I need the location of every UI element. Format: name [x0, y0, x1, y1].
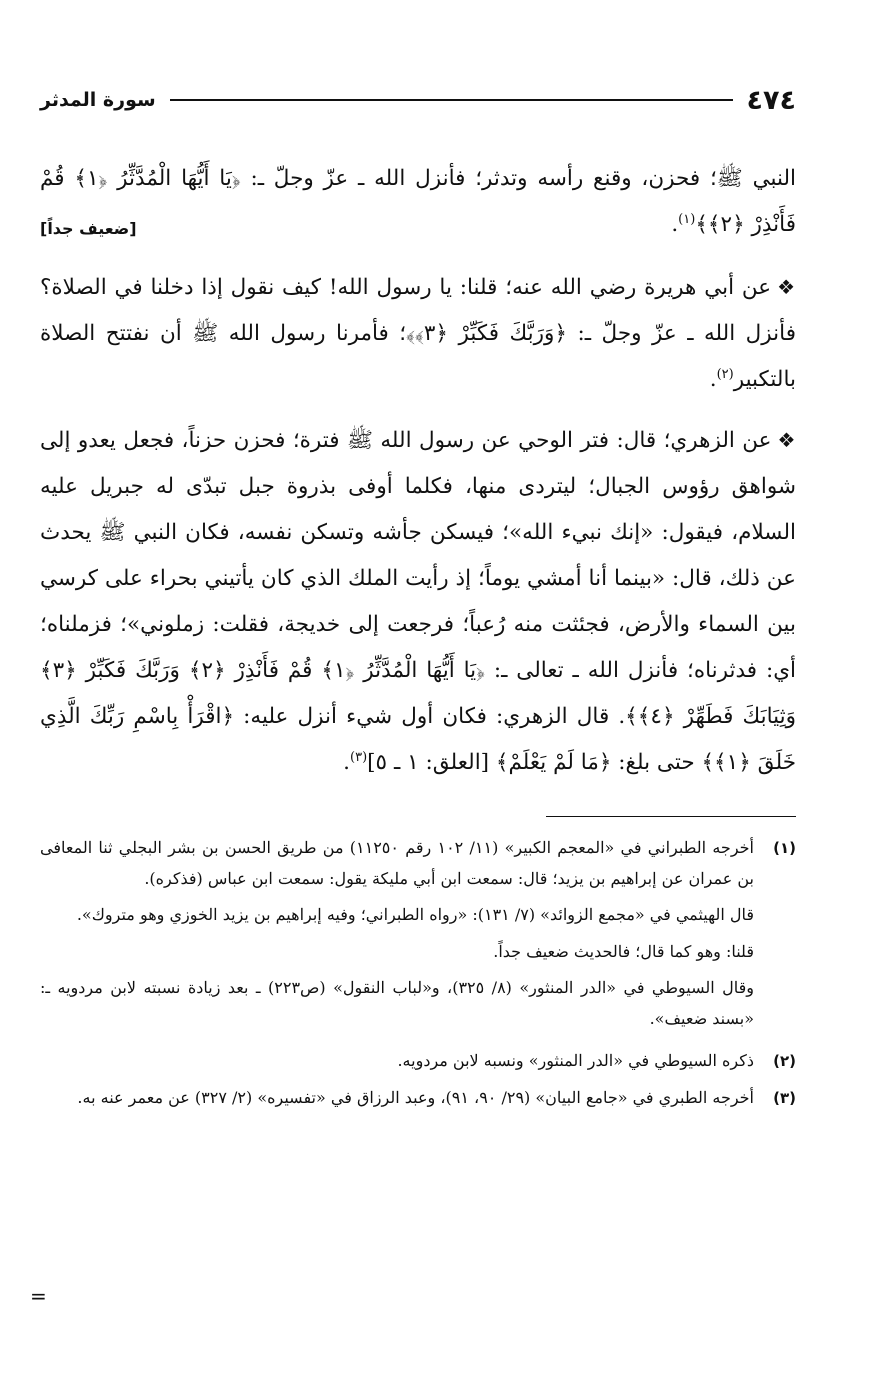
- footnote-1-paragraph: أخرجه الطبراني في «المعجم الكبير» (١١/ ١٠٢ رقم ١١٢٥٠) من طريق الحسن بن بشر البجلي ثنا المعافى بن عمران عن إبراهيم بن يزيد؛ قال: سمعت ابن أبي مليكة يقول: سمعت ابن عباس (فذكره).: [40, 838, 754, 888]
- footnote-3: [40, 1083, 796, 1114]
- footnote-1-paragraph: وقال السيوطي في «الدر المنثور» (٨/ ٣٢٥)، و«لباب النقول» (ص٢٢٣) ـ بعد زيادة نسبته لابن مردويه ـ: «بسند ضعيف».: [40, 978, 754, 1028]
- footnotes-separator: [546, 816, 796, 817]
- paragraph-marker-icon: ❖: [777, 275, 796, 299]
- hadith-text-abu-hurayrah: عن أبي هريرة رضي الله عنه؛ قلنا: يا رسول الله! كيف نقول إذا دخلنا في الصلاة؟ فأنزل الله ـ عزّ وجلّ ـ: ﴿وَرَبَّكَ فَكَبِّرْ ﴿٣﴾﴾؛ فأمرنا رسول الله ﷺ أن نفتتح الصلاة بالتكبير: [40, 275, 796, 392]
- book-page: [40, 78, 796, 1119]
- footnote-2: [40, 1046, 796, 1077]
- paragraph-marker-icon: ❖: [777, 428, 796, 452]
- footnote-number-1: (١): [773, 839, 796, 857]
- footnote-number-3: (٣): [773, 1088, 796, 1107]
- footnote-1: [40, 833, 796, 1040]
- surah-title: سورة المدثر: [40, 89, 156, 111]
- hadith-paragraph-abu-hurayrah: [40, 264, 796, 403]
- hadith-paragraph-zuhri: [40, 417, 796, 786]
- running-header: [40, 78, 796, 122]
- footnote-ref-1: (١): [678, 211, 696, 227]
- hadith-text-zuhri: عن الزهري؛ قال: فتر الوحي عن رسول الله ﷺ فترة؛ فحزن حزناً، فجعل يعدو إلى شواهق رؤوس الجبال؛ ليتردى منها، فكلما أوفى بذروة جبل تبدّى له جبريل عليه السلام، فيقول: «إنك نبيء الله»؛ فيسكن جأشه وتسكن نفسه، فكان النبي ﷺ يحدث عن ذلك، قال: «بينما أنا أمشي يوماً؛ إذ رأيت الملك الذي كان يأتيني بحراء على كرسي بين السماء والأرض، فجئثت منه رُعباً؛ فرجعت إلى خديجة، فقلت: زملوني»؛ فزملناه؛ أي: فدثرناه؛ فأنزل الله ـ تعالى ـ: ﴿يَا أَيُّهَا الْمُدَّثِّرُ ﴿١﴾ قُمْ فَأَنْذِرْ ﴿٢﴾ وَرَبَّكَ فَكَبِّرْ ﴿٣﴾ وَثِيَابَكَ فَطَهِّرْ ﴿٤﴾﴾. قال الزهري: فكان أول شيء أنزل عليه: ﴿اقْرَأْ بِاسْمِ رَبِّكَ الَّذِي خَلَقَ ﴿١﴾﴾ حتى بلغ: ﴿مَا لَمْ يَعْلَمْ﴾ [العلق: ١ ـ ٥]: [40, 428, 797, 775]
- footnote-number-2: (٢): [773, 1052, 796, 1070]
- hadith-grade: [ضعيف جداً]: [40, 219, 137, 238]
- footnote-ref-2: (٢): [716, 366, 734, 382]
- hadith-end-zuhri: .: [343, 750, 351, 775]
- continuation-mark: =: [30, 1284, 47, 1308]
- hadith-end-abu-hurayrah: .: [709, 367, 717, 392]
- footnote-body-2: ذكره السيوطي في «الدر المنثور» ونسبه لابن مردويه.: [397, 1051, 754, 1070]
- footnote-1-paragraph: قلنا: وهو كما قال؛ فالحديث ضعيف جداً.: [493, 941, 754, 961]
- footnotes: [40, 833, 796, 1113]
- footnote-body-3: أخرجه الطبري في «جامع البيان» (٢٩/ ٩٠، ٩١)، وعبد الرزاق في «تفسيره» (٢/ ٣٢٧) عن معمر عنه به.: [77, 1087, 754, 1107]
- page-number: ٤٧٤: [746, 84, 796, 116]
- main-text: [40, 156, 796, 786]
- footnote-ref-3: (٣): [350, 749, 368, 765]
- continuation-paragraph: [40, 156, 796, 248]
- footnote-body-1: [40, 833, 754, 1040]
- continuation-end: .: [671, 212, 679, 237]
- footnote-1-paragraph: قال الهيثمي في «مجمع الزوائد» (٧/ ١٣١): «رواه الطبراني؛ وفيه إبراهيم بن يزيد الخوزي وهو متروك».: [76, 905, 754, 924]
- header-rule: [170, 99, 733, 101]
- continuation-text: النبي ﷺ؛ فحزن، وقنع رأسه وتدثر؛ فأنزل الله ـ عزّ وجلّ ـ: ﴿يَا أَيُّهَا الْمُدَّثِّرُ ﴿١﴾ قُمْ فَأَنْذِرْ ﴿٢﴾﴾: [40, 166, 796, 237]
